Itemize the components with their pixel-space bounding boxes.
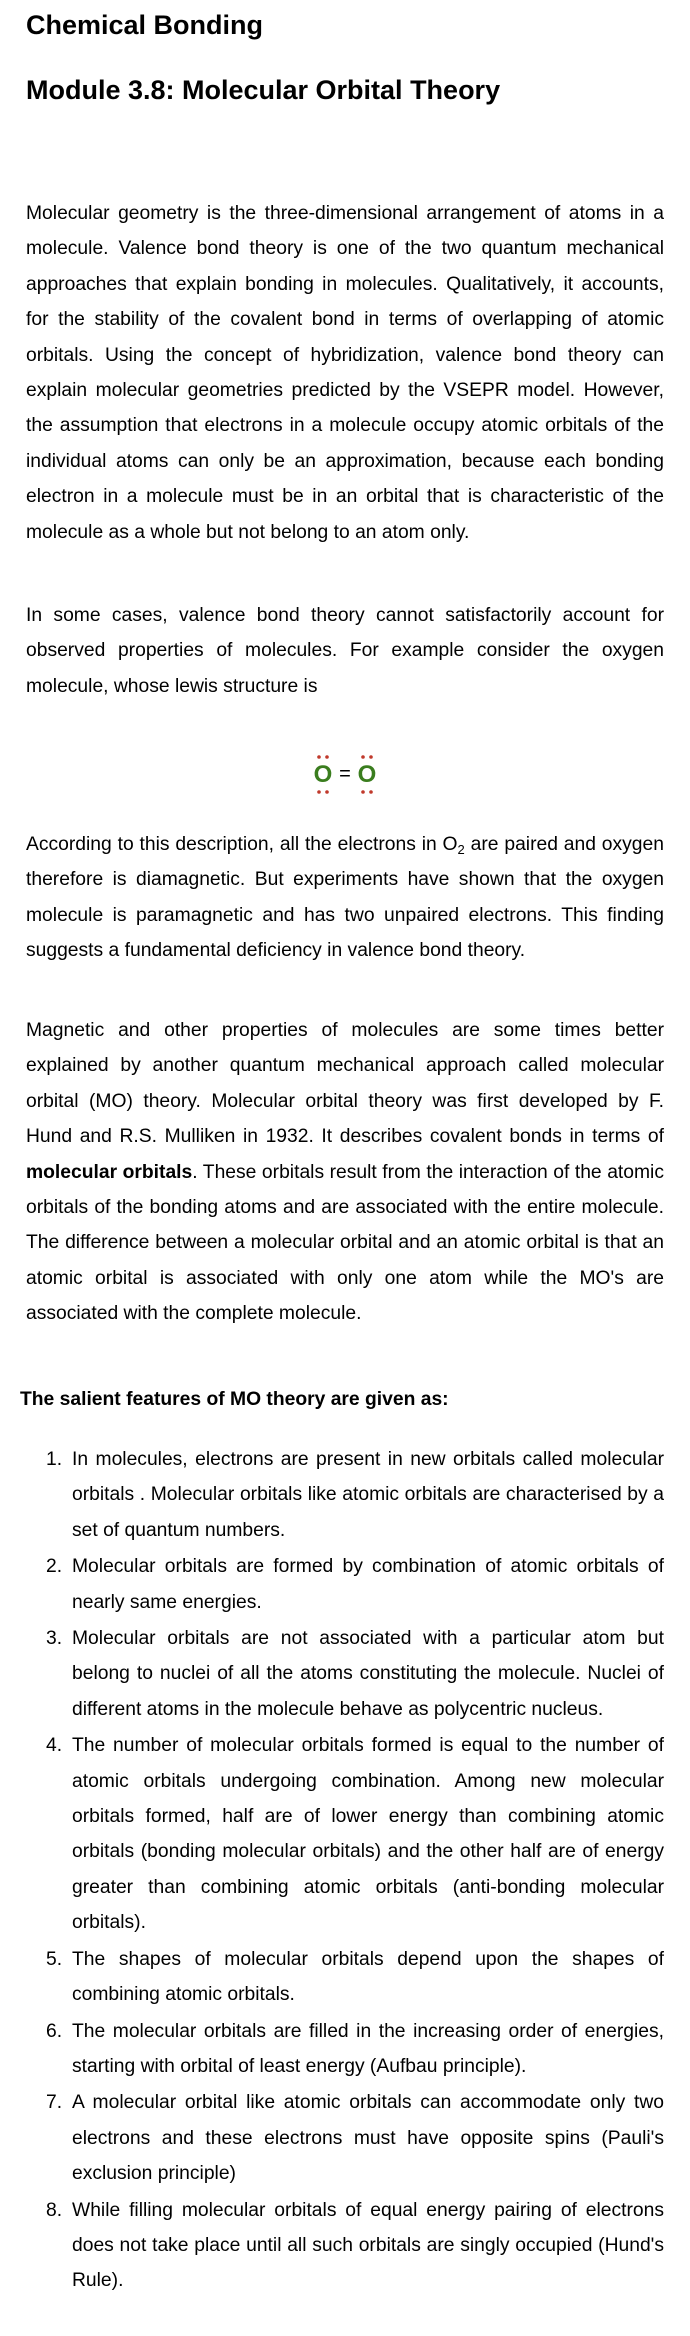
feature-number: 2. xyxy=(46,1556,63,1578)
feature-item xyxy=(26,1549,664,1620)
features-list xyxy=(26,1442,664,2300)
oxygen-atom-right: O xyxy=(357,761,377,788)
p4-text-end: . These orbitals result from the interaction of the atomic orbitals of the bonding atoms and are associated with the entire molecule. The difference between a molecular orbital and an atomic orbital is that an atomic orbital is associated with only one atom while the MO's are associated with the complete molecule. xyxy=(26,1161,664,1325)
feature-number: 7. xyxy=(46,2092,63,2114)
feature-number: 1. xyxy=(46,1449,63,1470)
lone-pair-electron-dot xyxy=(325,755,329,759)
feature-item xyxy=(26,1621,664,1727)
double-bond: = xyxy=(339,763,351,785)
feature-item xyxy=(26,2193,664,2299)
o2-subscript: 2 xyxy=(457,842,465,857)
feature-item xyxy=(26,1442,664,1548)
feature-text: The number of molecular orbitals formed is equal to the number of atomic orbitals undergoing combination. Among new molecular orbitals formed, half are of lower energy than combining atomic orbitals (bonding molecular orbitals) and the other half are of energy greater than combining atomic orbitals (anti-bonding molecular orbitals). xyxy=(72,1735,664,1934)
feature-number: 4. xyxy=(46,1735,63,1757)
feature-number: 3. xyxy=(46,1628,63,1650)
feature-number: 5. xyxy=(46,1948,63,1970)
feature-text: While filling molecular orbitals of equal energy pairing of electrons does not take place until all such orbitals are singly occupied (Hund's Rule). xyxy=(72,2199,664,2292)
feature-number: 8. xyxy=(46,2199,63,2221)
p3-text-start: According to this description, all the electrons in O xyxy=(26,834,458,855)
lone-pair-electron-dot xyxy=(361,790,365,794)
feature-text: A molecular orbital like atomic orbitals can accommodate only two electrons and these electrons must have opposite spins (Pauli's exclusion principle) xyxy=(72,2092,664,2185)
salient-features-heading: The salient features of MO theory are given as: xyxy=(20,1389,449,1410)
lone-pair-electron-dot xyxy=(369,790,373,794)
feature-number: 6. xyxy=(46,2020,63,2042)
feature-text: The shapes of molecular orbitals depend upon the shapes of combining atomic orbitals. xyxy=(72,1948,664,2006)
feature-item xyxy=(26,2085,664,2191)
oxygen-lewis-structure xyxy=(26,748,664,798)
page-title: Chemical Bonding xyxy=(26,10,264,40)
lone-pair-electron-dot xyxy=(369,755,373,759)
paragraph-oxygen-paramagnetic xyxy=(26,827,664,969)
feature-text: The molecular orbitals are filled in the increasing order of energies, starting with orbital of least energy (Aufbau principle). xyxy=(72,2020,664,2077)
paragraph-mo-theory xyxy=(26,1013,664,1332)
feature-text: Molecular orbitals are not associated with a particular atom but belong to nuclei of all the atoms constituting the molecule. Nuclei of different atoms in the molecule behave as polycentric nucleus. xyxy=(72,1628,664,1720)
feature-item xyxy=(26,2014,664,2085)
lone-pair-electron-dot xyxy=(317,755,321,759)
feature-item xyxy=(26,1942,664,2013)
lone-pair-electron-dot xyxy=(361,755,365,759)
paragraph-intro: Molecular geometry is the three-dimensional arrangement of atoms in a molecule. Valence bond theory is one of the two quantum mechanical approaches that explain bonding in molecules. Qualitatively, it accounts, for the stability of the covalent bond in terms of overlapping of atomic orbitals. Using the concept of hybridization, valence bond theory can explain molecular geometries predicted by the VSEPR model. However, the assumption that electrons in a molecule occupy atomic orbitals of the individual atoms can only be an approximation, because each bonding electron in a molecule must be in an orbital that is characteristic of the molecule as a whole but not belong to an atom only. xyxy=(26,203,664,543)
lone-pair-electron-dot xyxy=(325,790,329,794)
molecular-orbitals-term: molecular orbitals xyxy=(26,1161,193,1183)
p3-text-end: are paired and oxygen therefore is diamagnetic. But experiments have shown that the oxygen molecule is paramagnetic and has two unpaired electrons. This finding suggests a fundamental deficiency in valence bond theory. xyxy=(26,834,664,962)
oxygen-atom-left: O xyxy=(313,761,333,788)
lone-pair-electron-dot xyxy=(317,790,321,794)
feature-text: Molecular orbitals are formed by combination of atomic orbitals of nearly same energies. xyxy=(72,1556,664,1613)
module-title: Module 3.8: Molecular Orbital Theory xyxy=(26,75,501,105)
lewis-structure-svg xyxy=(305,748,385,798)
paragraph-valence-limits: In some cases, valence bond theory cannot satisfactorily account for observed properties of molecules. For example consider the oxygen molecule, whose lewis structure is xyxy=(26,605,664,697)
feature-item xyxy=(26,1728,664,1940)
feature-text: In molecules, electrons are present in new orbitals called molecular orbitals . Molecular orbitals like atomic orbitals are characterised by a set of quantum numbers. xyxy=(72,1449,664,1541)
p4-text-start: Magnetic and other properties of molecules are some times better explained by another quantum mechanical approach called molecular orbital (MO) theory. Molecular orbital theory was first developed by F. Hund and R.S. Mulliken in 1932. It describes covalent bonds in terms of xyxy=(26,1020,664,1148)
